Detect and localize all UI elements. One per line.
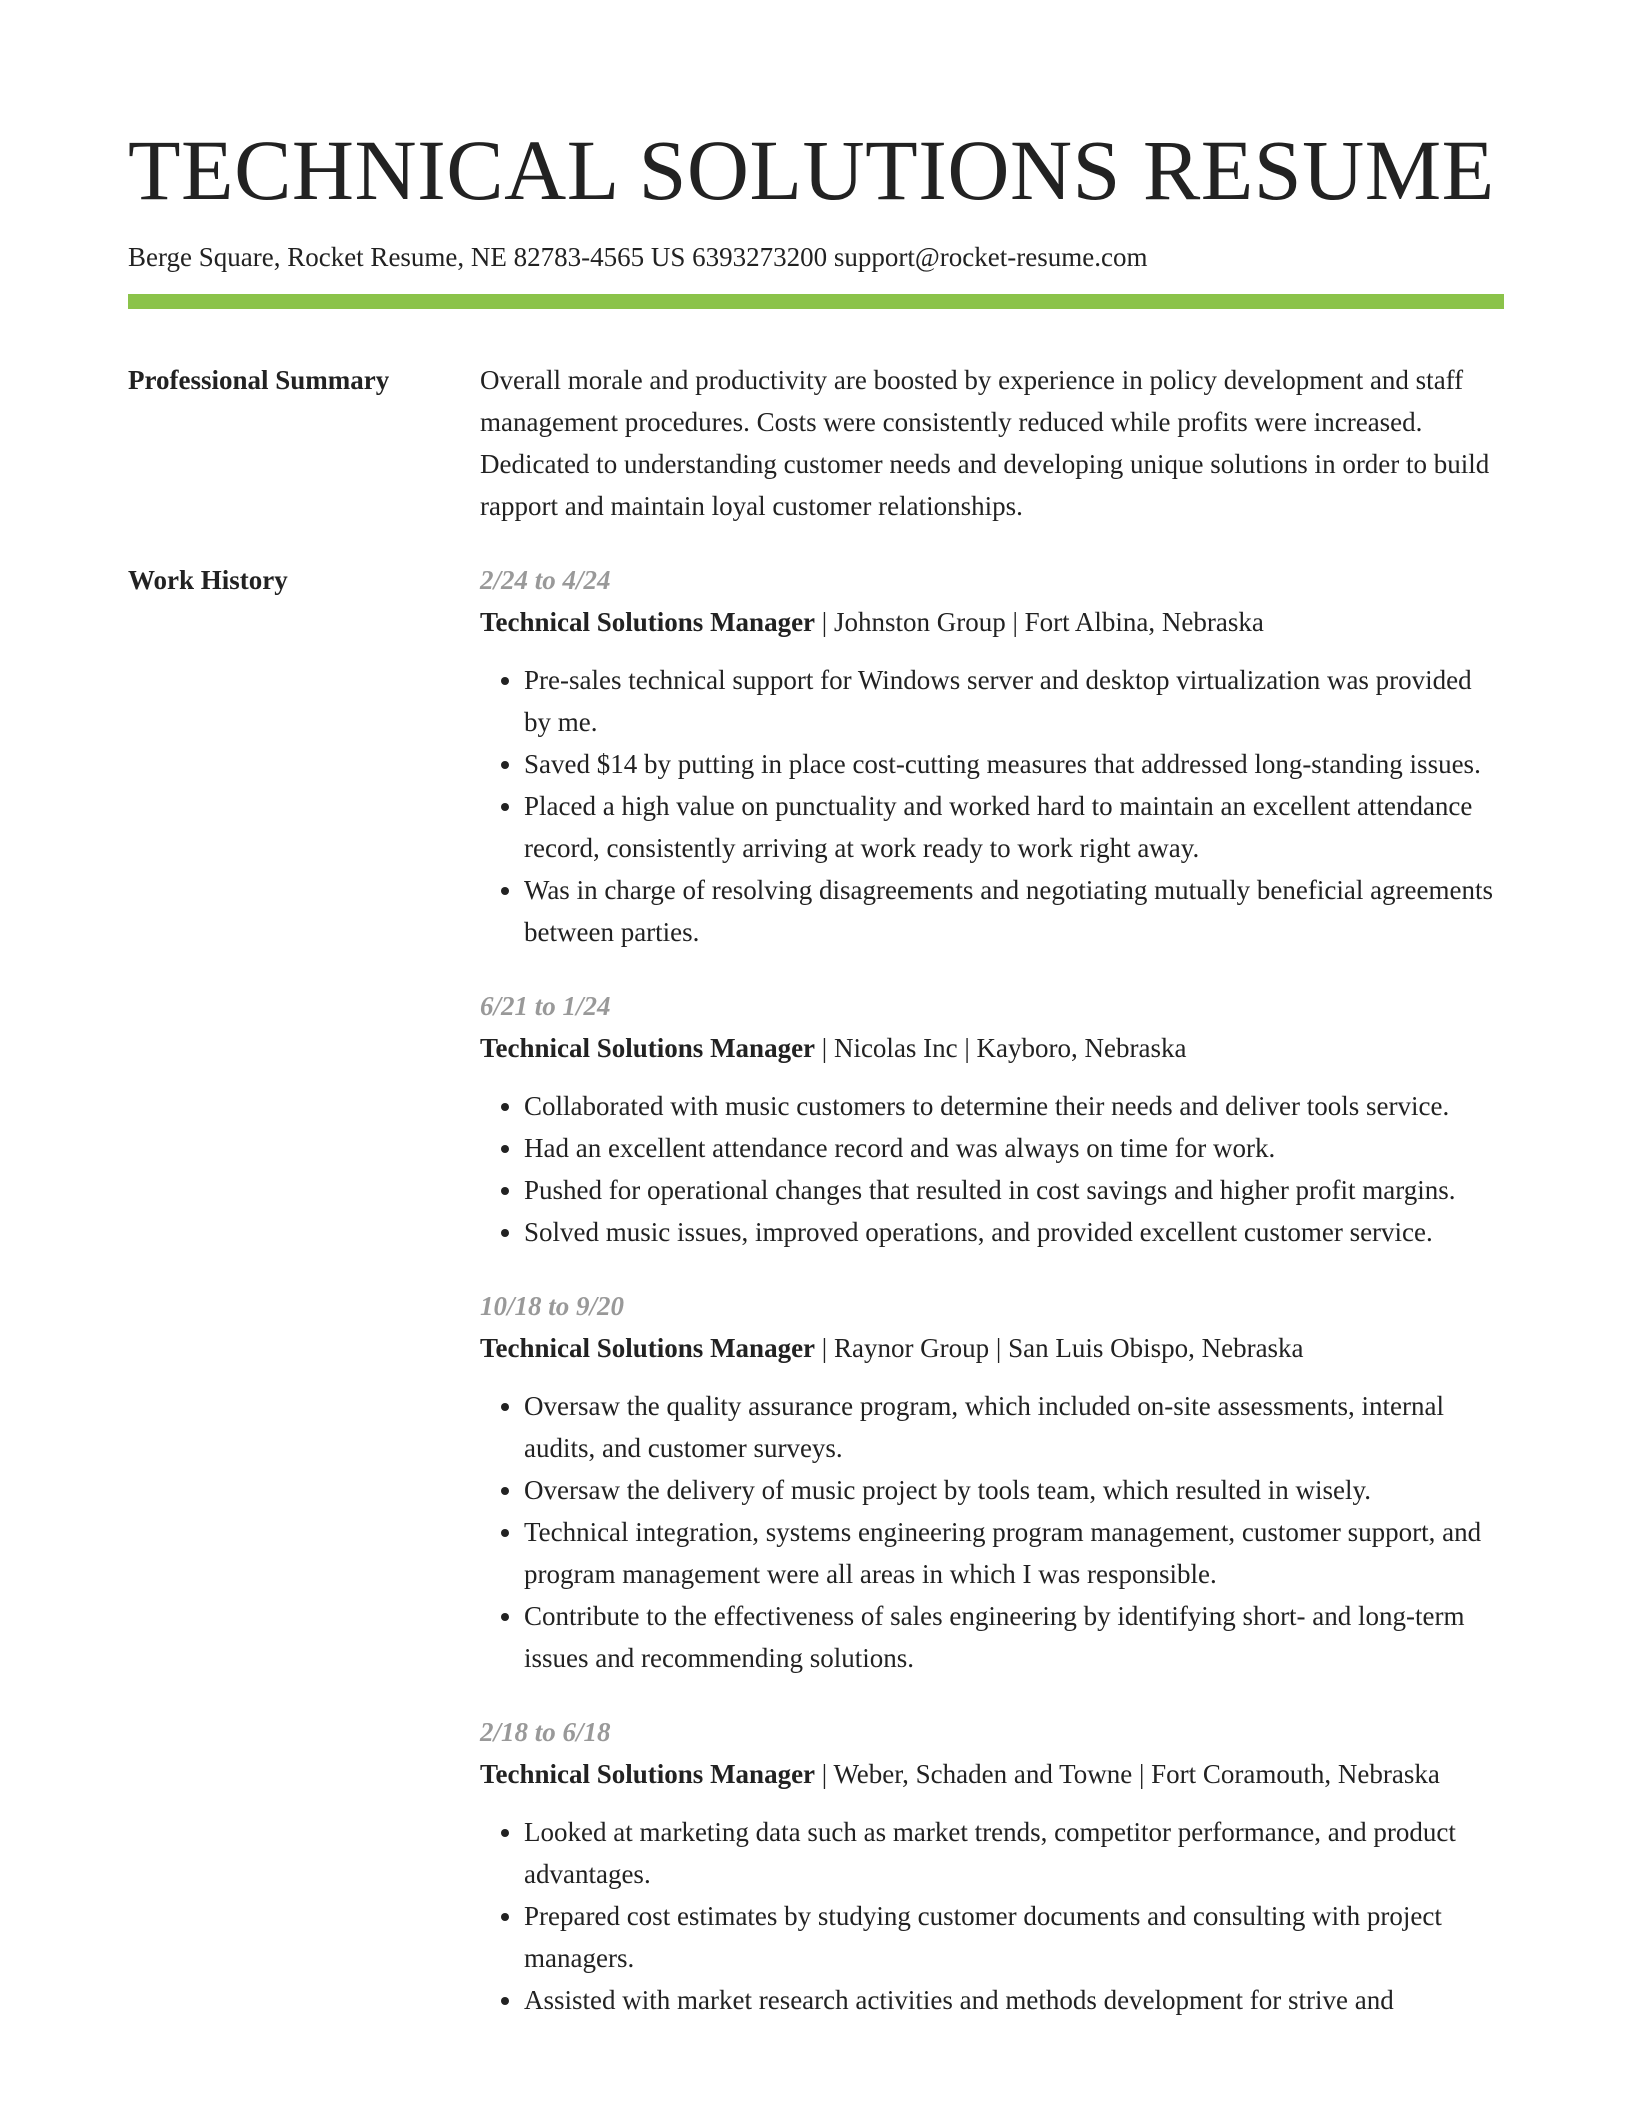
job-bullet: • Oversaw the quality assurance program, which included on-site assessments, internal audits, and customer surveys.: [524, 1385, 1504, 1469]
job-dates: 2/18 to 6/18: [480, 1717, 611, 1747]
job-bullet: • Contribute to the effectiveness of sales engineering by identifying short- and long-term issues and recommending solutions.: [524, 1595, 1504, 1679]
job-heading: [480, 1753, 1504, 1795]
job-bullet: • Pushed for operational changes that resulted in cost savings and higher profit margins.: [524, 1169, 1504, 1211]
job-heading: [480, 1327, 1504, 1369]
job-bullet: • Was in charge of resolving disagreements and negotiating mutually beneficial agreements between parties.: [524, 869, 1504, 953]
summary-label: Professional Summary: [128, 365, 390, 395]
resume-page: [128, 0, 1504, 2053]
job-heading: [480, 1027, 1504, 1069]
job-bullet: • Prepared cost estimates by studying customer documents and consulting with project managers.: [524, 1895, 1504, 1979]
work-history-label: Work History: [128, 565, 288, 595]
job-title: Technical Solutions Manager: [480, 1759, 816, 1789]
job-bullet: • Looked at marketing data such as market trends, competitor performance, and product advantages.: [524, 1811, 1504, 1895]
job-title: Technical Solutions Manager: [480, 1033, 816, 1063]
summary-body: [480, 359, 1504, 527]
job-bullet: • Assisted with market research activities and methods development for strive and: [524, 1979, 1504, 2021]
summary-section: [128, 359, 1504, 527]
contact-email: support@rocket-resume.com: [833, 242, 1148, 272]
job-bullet: • Oversaw the delivery of music project by tools team, which resulted in wisely.: [524, 1469, 1504, 1511]
job-title: Technical Solutions Manager: [480, 607, 816, 637]
resume-title: TECHNICAL SOLUTIONS RESUME: [128, 122, 1495, 218]
job-bullets: [480, 1811, 1504, 2021]
job-details: | Weber, Schaden and Towne | Fort Coramouth, Nebraska: [815, 1759, 1440, 1789]
job-entry: [480, 1711, 1504, 2021]
work-history-section: [128, 559, 1504, 2053]
job-bullet: • Solved music issues, improved operations, and provided excellent customer service.: [524, 1211, 1504, 1253]
job-bullet: • Had an excellent attendance record and was always on time for work.: [524, 1127, 1504, 1169]
job-bullet: • Placed a high value on punctuality and worked hard to maintain an excellent attendance record, consistently arriving at work ready to work right away.: [524, 785, 1504, 869]
job-bullet: • Collaborated with music customers to determine their needs and deliver tools service.: [524, 1085, 1504, 1127]
job-entry: [480, 1285, 1504, 1679]
job-dates: 10/18 to 9/20: [480, 1291, 625, 1321]
job-bullet: • Pre-sales technical support for Windows server and desktop virtualization was provided by me.: [524, 659, 1504, 743]
job-bullet: • Technical integration, systems engineering program management, customer support, and program management were all areas in which I was responsible.: [524, 1511, 1504, 1595]
job-details: | Johnston Group | Fort Albina, Nebraska: [815, 607, 1264, 637]
job-entry: [480, 559, 1504, 953]
contact-address: Berge Square, Rocket Resume, NE 82783-4565 US: [128, 242, 686, 272]
header-divider: [128, 294, 1504, 309]
job-bullets: [480, 1385, 1504, 1679]
job-title: Technical Solutions Manager: [480, 1333, 816, 1363]
job-details: | Nicolas Inc | Kayboro, Nebraska: [815, 1033, 1187, 1063]
work-history-body: [480, 559, 1504, 2053]
contact-phone: 6393273200: [692, 242, 828, 272]
job-details: | Raynor Group | San Luis Obispo, Nebraska: [815, 1333, 1304, 1363]
summary-text: Overall morale and productivity are boosted by experience in policy development and staff management procedures. Costs were consistently reduced while profits were increased. Dedicated to understanding customer needs and developing unique solutions in order to build rapport and maintain loyal customer relationships.: [480, 365, 1490, 521]
job-bullet: • Saved $14 by putting in place cost-cutting measures that addressed long-standing issues.: [524, 743, 1504, 785]
job-dates: 6/21 to 1/24: [480, 991, 611, 1021]
job-dates: 2/24 to 4/24: [480, 565, 611, 595]
job-bullets: [480, 659, 1504, 953]
job-entry: [480, 985, 1504, 1253]
job-heading: [480, 601, 1504, 643]
job-bullets: [480, 1085, 1504, 1253]
contact-line: [128, 240, 1504, 274]
